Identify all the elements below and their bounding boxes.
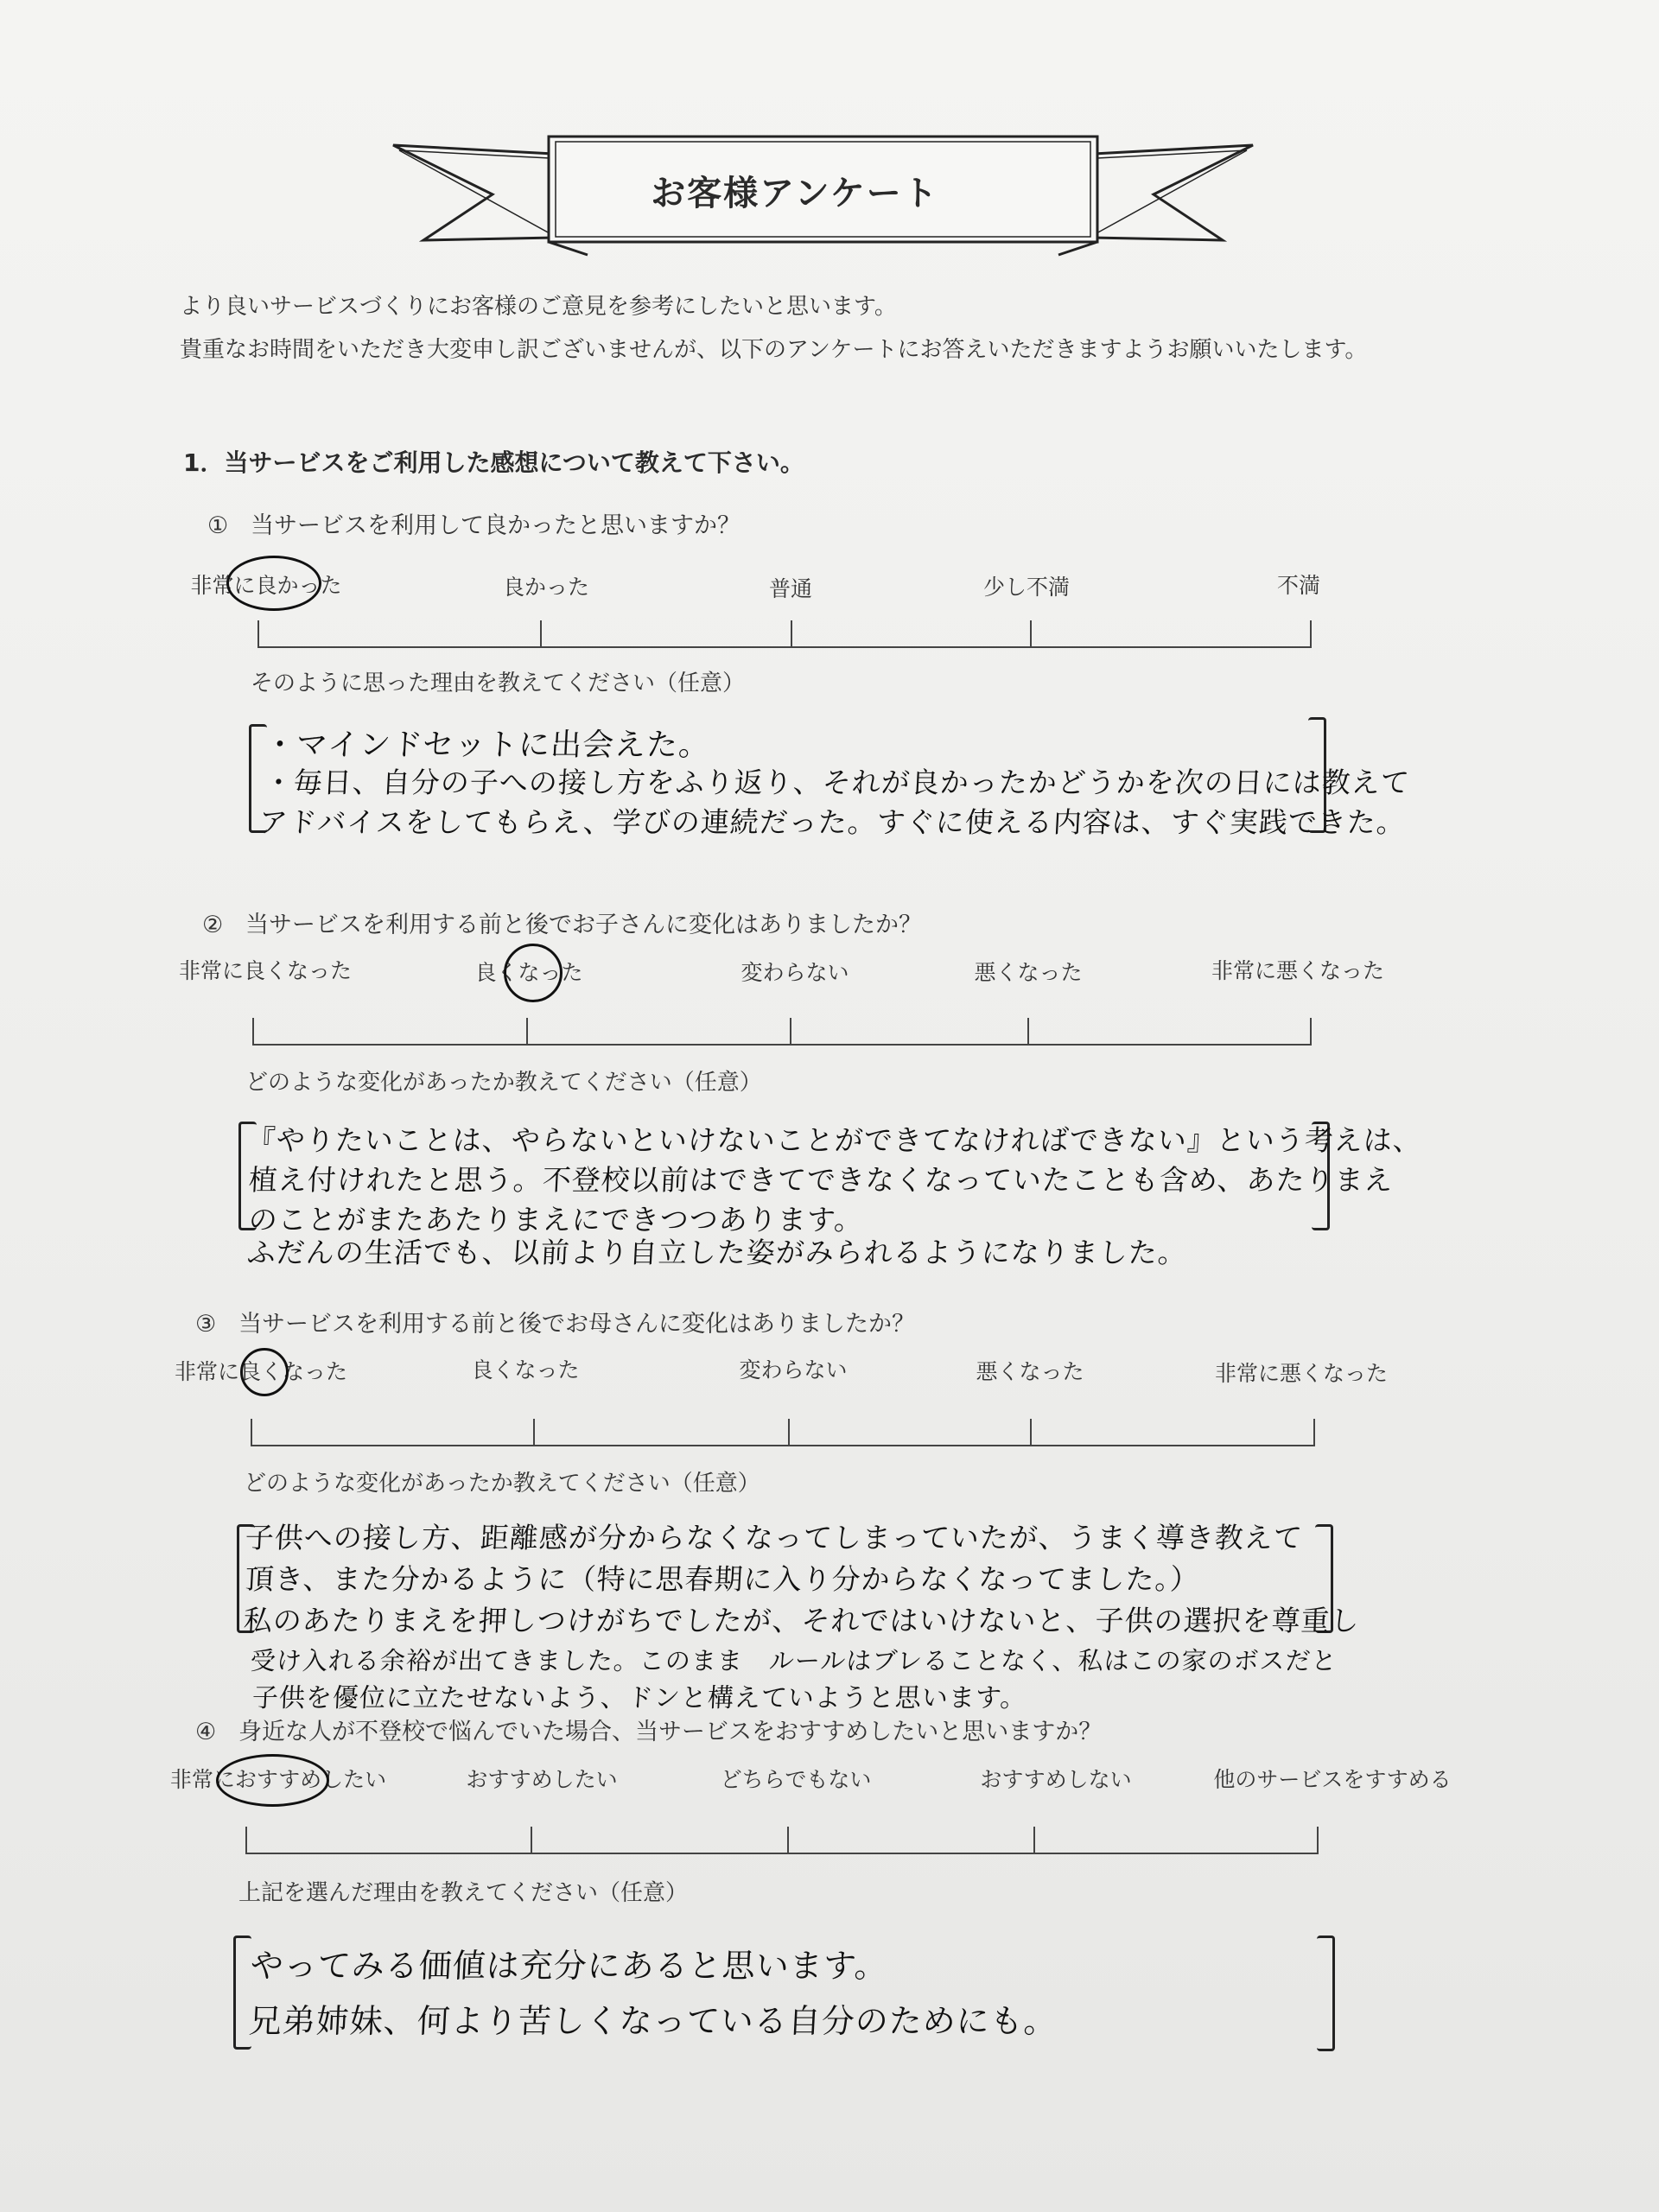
q3-option-4[interactable]: 悪くなった [976, 1359, 1084, 1384]
q1-comment-prompt: そのように思った理由を教えてください（任意） [251, 671, 746, 696]
q2-option-2[interactable]: 良くなった [474, 960, 583, 985]
q4-option-3[interactable]: どちらでもない [720, 1767, 872, 1792]
section-1-title: 1．当サービスをご利用した感想について教えて下さい。 [183, 448, 804, 477]
question-text: 当サービスを利用して良かったと思いますか？ [251, 512, 741, 539]
question-4 [195, 1713, 1102, 1746]
q3-answer-line-2: 頂き、また分かるように（特に思春期に入り分からなくなってました。） [244, 1562, 1201, 1596]
q1-option-4[interactable]: 少し不満 [982, 575, 1071, 600]
intro-text-line2: 貴重なお時間をいただき大変申し訳ございませんが、以下のアンケートにお答えいただきますようお願いいたします。 [180, 337, 1368, 363]
intro-text-line1: より良いサービスづくりにお客様のご意見を参考にしたいと思います。 [180, 294, 897, 320]
q3-option-3[interactable]: 変わらない [739, 1357, 848, 1382]
q3-option-5[interactable]: 非常に悪くなった [1214, 1361, 1389, 1386]
question-number: ④ [195, 1719, 217, 1745]
q3-answer-line-5: 子供を優位に立たせないよう、ドンと構えていようと思います。 [251, 1683, 1028, 1713]
selected-circle-mark [216, 1754, 329, 1807]
q2-rating-scale [252, 1018, 1312, 1046]
q4-rating-scale [245, 1827, 1319, 1854]
q1-answer-line-1: ・マインドセットに出会えた。 [263, 728, 712, 763]
question-1 [207, 506, 741, 540]
q3-option-1[interactable]: 非常に良くなった [174, 1359, 348, 1384]
selected-circle-mark [240, 1348, 289, 1396]
q3-answer-line-1: 子供への接し方、距離感が分からなくなってしまっていたが、うまく導き教えて [244, 1521, 1304, 1554]
q4-option-4[interactable]: おすすめしない [980, 1767, 1132, 1792]
q1-option-2[interactable]: 良かった [502, 575, 590, 600]
question-number: ① [207, 512, 229, 539]
q2-answer-line-4: ふだんの生活でも、以前より自立した姿がみられるようになりました。 [245, 1236, 1188, 1269]
q2-answer-line-2: 植え付けれたと思う。不登校以前はできてできなくなっていたことも含め、あたりまえ [247, 1163, 1395, 1197]
q4-answer-line-1: やってみる価値は充分にあると思います。 [249, 1947, 889, 1985]
q2-option-3[interactable]: 変わらない [741, 960, 849, 985]
q3-answer-line-3: 私のあたりまえを押しつけがちでしたが、それではいけないと、子供の選択を尊重し [242, 1604, 1361, 1637]
question-number: ② [202, 912, 224, 938]
q1-option-1[interactable]: 非常に良かった [190, 573, 342, 598]
q2-option-4[interactable]: 悪くなった [974, 960, 1083, 985]
q1-option-3[interactable]: 普通 [768, 576, 813, 601]
q4-option-1[interactable]: 非常におすすめしたい [169, 1767, 387, 1792]
q3-answer-line-4: 受け入れる余裕が出てきました。このまま ルールはブレることなく、私はこの家のボスだと [250, 1646, 1338, 1675]
selected-circle-mark [226, 556, 321, 611]
q2-answer-line-3: のことがまたあたりまえにできつつあります。 [247, 1203, 865, 1236]
question-text: 当サービスを利用する前と後でお母さんに変化はありましたか？ [238, 1311, 915, 1338]
q2-option-1[interactable]: 非常に良くなった [178, 958, 353, 983]
q2-option-5[interactable]: 非常に悪くなった [1211, 958, 1385, 983]
q4-option-5[interactable]: 他のサービスをすすめる [1213, 1767, 1452, 1792]
q1-option-5[interactable]: 不満 [1276, 573, 1321, 598]
comment-box-bracket-right [1317, 1936, 1335, 2051]
page-title: お客様アンケート [651, 174, 939, 213]
q1-answer-line-3: アドバイスをしてもらえ、学びの連続だった。すぐに使える内容は、すぐ実践できた。 [257, 805, 1407, 839]
q3-option-2[interactable]: 良くなった [471, 1357, 580, 1382]
question-text: 身近な人が不登校で悩んでいた場合、当サービスをおすすめしたいと思いますか？ [238, 1719, 1103, 1745]
question-text: 当サービスを利用する前と後でお子さんに変化はありましたか？ [245, 912, 922, 938]
question-3 [195, 1305, 915, 1338]
q2-answer-line-1: 『やりたいことは、やらないといけないことができてなければできない』という考えは、 [245, 1123, 1423, 1157]
q3-rating-scale [251, 1419, 1315, 1446]
question-2 [202, 906, 922, 939]
q4-comment-prompt: 上記を選んだ理由を教えてください（任意） [238, 1880, 689, 1906]
q1-rating-scale [257, 620, 1312, 648]
q2-comment-prompt: どのような変化があったか教えてください（任意） [245, 1070, 762, 1096]
q4-answer-line-2: 兄弟姉妹、何より苦しくなっている自分のためにも。 [247, 2002, 1058, 2040]
q3-comment-prompt: どのような変化があったか教えてください（任意） [244, 1471, 760, 1497]
q4-option-2[interactable]: おすすめしたい [466, 1767, 618, 1792]
selected-circle-mark [504, 944, 563, 1002]
question-number: ③ [195, 1311, 217, 1338]
q1-answer-line-2: ・毎日、自分の子への接し方をふり返り、それが良かったかどうかを次の日には教えて [263, 766, 1411, 799]
